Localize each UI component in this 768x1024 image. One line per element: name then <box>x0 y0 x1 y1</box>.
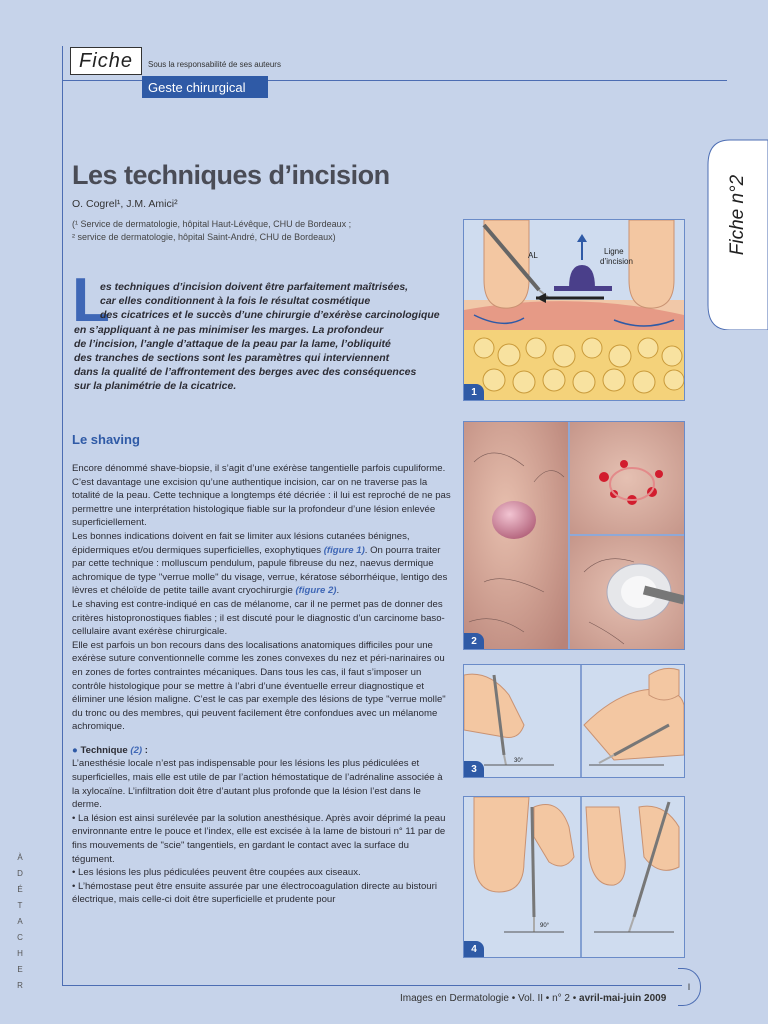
lead-line: en s’appliquant à ne pas minimiser les marges. La profondeur <box>74 323 384 336</box>
lead-line: car elles conditionnent à la fois le résultat cosmétique <box>100 295 371 308</box>
article-authors: O. Cogrel¹, J.M. Amici² <box>72 198 178 210</box>
footer-date: avril-mai-juin 2009 <box>579 993 667 1004</box>
page-number: I <box>678 968 701 1006</box>
section-banner: Geste chirurgical <box>142 76 268 98</box>
figure-3-number: 3 <box>464 761 484 777</box>
lead-paragraph <box>74 280 454 394</box>
detach-letter: H <box>17 949 23 958</box>
paragraph: • Les lésions les plus pédiculées peuvent être coupées aux ciseaux. <box>72 867 361 879</box>
technique-heading <box>72 744 452 758</box>
detach-letter: E <box>17 965 23 974</box>
figure-4-angle: 90° <box>540 923 550 929</box>
paragraph: • L’hémostase peut être ensuite assurée par une électrocoagulation directe au bistouri électrique, mais celle-ci doit être superficielle et prudente pour <box>72 880 437 906</box>
footer-citation <box>400 993 666 1004</box>
drop-cap: L <box>72 266 110 335</box>
bullet-icon: ● <box>72 744 78 756</box>
figure-2 <box>463 421 685 650</box>
figure-ref[interactable]: (figure 1) <box>323 544 365 556</box>
paragraph: L’anesthésie locale n’est pas indispensable pour les lésions les plus pédiculées et superficielles, mais elle est utile de par l’action hémostatique de l’adrénaline associée à la xylocaïne. L’infiltration doit être d’autant plus profonde que la lésion l’est dans le derme. <box>72 758 443 811</box>
figure-1 <box>463 219 685 401</box>
figure-ref[interactable]: (figure 2) <box>295 585 337 597</box>
reference-ref[interactable]: (2) <box>130 744 143 756</box>
paragraph-text: . <box>336 585 340 597</box>
lead-line: des cicatrices et le succès d’une chirurgie d’exérèse carcinologique <box>100 309 440 322</box>
affiliations <box>72 218 442 244</box>
affiliation-1: (¹ Service de dermatologie, hôpital Haut-Lévêque, CHU de Bordeaux ; <box>72 219 352 229</box>
figure-3-angle: 30° <box>514 758 524 764</box>
paragraph: • La lésion est ainsi surélevée par la solution anesthésique. Après avoir déprimé la peau environnante entre le pouce et l’index, elle est excisée à la lame de bistouri n° 11 par de fins mouvements de "scie" tangentiels, en gardant le contact avec la surface du tégument. <box>72 812 446 865</box>
paragraph: Le shaving est contre-indiqué en cas de mélanome, car il ne permet pas de donner des critères histopronostiques fiables ; il est discuté pour le diagnostic d’un carcinome baso-cellulaire avant exérèse chirurgicale. <box>72 598 445 638</box>
figure-4 <box>463 796 685 958</box>
detach-label <box>14 850 26 994</box>
lead-line: sur la planimétrie de la cicatrice. <box>74 380 237 393</box>
fiche-badge: Fiche <box>70 47 142 75</box>
detach-letter: A <box>17 917 23 926</box>
technique-heading-text: Technique <box>80 744 131 756</box>
frame-line-bottom <box>62 985 682 986</box>
footer-journal: Images en Dermatologie • Vol. II • n° 2 • <box>400 993 580 1004</box>
figure-1-label-line: Ligne <box>604 247 624 256</box>
fiche-tab-label-wrap <box>712 146 768 306</box>
affiliation-2: ² service de dermatologie, hôpital Saint-André, CHU de Bordeaux) <box>72 232 336 242</box>
responsibility-note: Sous la responsabilité de ses auteurs <box>148 60 281 69</box>
figure-2-number: 2 <box>464 633 484 649</box>
lead-line: es techniques d’incision doivent être parfaitement maîtrisées, <box>100 281 409 293</box>
figure-4-number: 4 <box>464 941 484 957</box>
figure-1-label-al: AL <box>528 251 538 260</box>
fiche-tab-label: Fiche n°2 <box>727 174 748 256</box>
article-title: Les techniques d’incision <box>72 160 390 190</box>
lead-line: dans la qualité de l’affrontement des berges avec des conséquences <box>74 366 417 379</box>
lead-line: de l’incision, l’angle d’attaque de la peau par la lame, l’obliquité <box>74 337 391 350</box>
detach-letter: À <box>17 853 23 862</box>
detach-letter: T <box>17 901 23 910</box>
lead-line: des tranches de sections sont les paramètres qui interviennent <box>74 352 390 365</box>
article-body <box>72 462 452 907</box>
paragraph-text: . On pourra traiter par cette technique : molluscum pendulum, papule fibreuse du nez, naevus dermique achromique de type "verrue molle" du visage, verrue, kératose séborrhéique, lentigo des lèvres et chéloïde de petite taille avant cryochirurgie <box>72 544 448 597</box>
figure-1-illustration <box>464 220 684 400</box>
detach-letter: C <box>17 933 23 942</box>
figure-3 <box>463 664 685 778</box>
paragraph: C’est davantage une excision qu’une authentique incision, car on ne traverse pas la totalité de la peau. Cette technique a longtemps été décriée : il lui est reproché de ne pas permettre une interprétation histologique fiable sur la profondeur d’une lésion enlevée superficiellement. <box>72 476 451 529</box>
figure-3-illustration <box>464 665 684 777</box>
detach-letter: D <box>17 869 23 878</box>
figure-2-photos <box>464 422 684 649</box>
detach-letter: R <box>17 981 23 990</box>
frame-line-left <box>62 46 63 986</box>
paragraph <box>72 530 452 598</box>
technique-colon: : <box>142 744 149 756</box>
detach-letter: É <box>17 885 23 894</box>
paragraph: Encore dénommé shave-biopsie, il s’agit d’une exérèse tangentielle parfois cupuliforme. <box>72 463 446 474</box>
figure-4-illustration <box>464 797 684 957</box>
figure-1-number: 1 <box>464 384 484 400</box>
figure-1-label-incision: d’incision <box>600 257 633 266</box>
paragraph-text: Les bonnes indications doivent en fait se limiter aux lésions cutanées bénignes, épidermiques et/ou dermiques superficielles, exophytiques <box>72 530 410 556</box>
paragraph: Elle est parfois un bon recours dans des localisations anatomiques difficiles pour une exérèse suture conventionnelle comme les zones convexes du nez et péri-narinaires ou en zones de fortes contraintes mécaniques. Dans tous les cas, il faut s’imposer un contrôle histologique pour se mettre à l’abri d’une éventuelle erreur diagnostique et éliminer une lésion maligne. C’est le cas par exemple des lésions de type "verrue molle" du tronc ou des membres, qui peuvent facilement être confondues avec un mélanome achromique. <box>72 639 446 733</box>
section-heading: Le shaving <box>72 432 140 447</box>
